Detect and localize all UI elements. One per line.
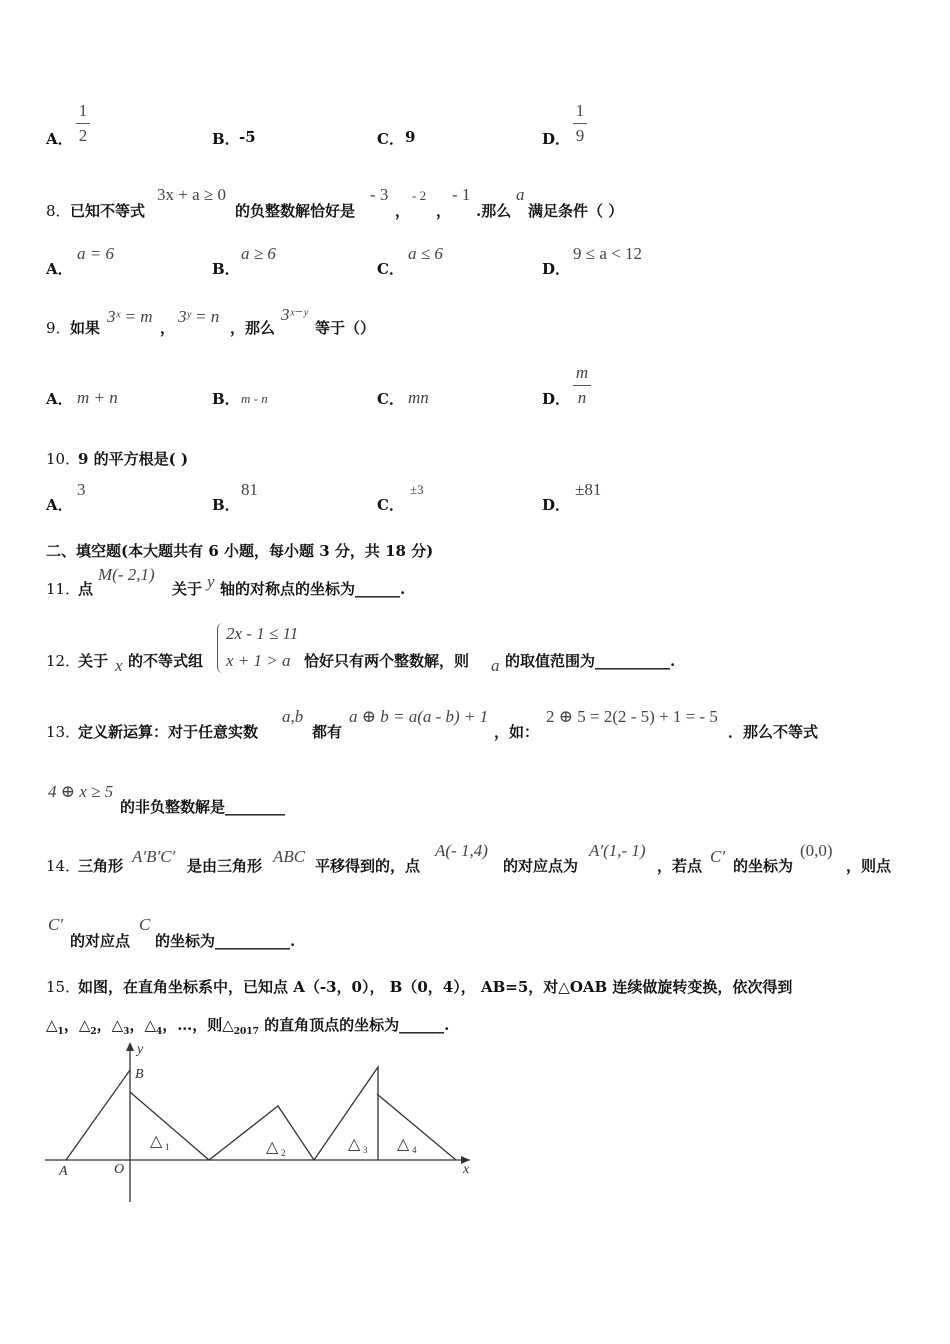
q10-option-d-label: D．: [542, 496, 571, 514]
q13-vars: a,b: [282, 707, 304, 726]
q10-number: 10．: [46, 450, 81, 468]
triangle-4-hypotenuse: [377, 1094, 456, 1160]
q11-text-3: 轴的对称点的坐标为______.: [220, 580, 406, 598]
q8-sep-2: ，: [436, 202, 452, 220]
q13-example: 2 ⊕ 5 = 2(2 - 5) + 1 = - 5: [546, 707, 718, 726]
q9-option-a-value: m + n: [77, 388, 118, 407]
q14-number: 14．: [46, 857, 81, 875]
triangle-3: [314, 1067, 378, 1160]
q9-option-b-label: B．: [212, 390, 240, 408]
q9-d-numerator: m: [575, 363, 589, 382]
q9-text-2: ，那么: [230, 319, 276, 337]
q7-a-numerator: 1: [78, 101, 88, 120]
q14-text-7: ，则点: [846, 857, 892, 875]
triangle-4-sub: 4: [412, 1145, 417, 1155]
q7-option-a-fraction: [76, 101, 90, 146]
q13-definition: a ⊕ b = a(a - b) + 1: [349, 707, 489, 726]
q15-seg-c: ，△: [96, 1016, 124, 1034]
q8-option-d-value: 9 ≤ a < 12: [573, 244, 642, 263]
q13-text-3: ，如：: [494, 723, 540, 741]
q11-point-m: M(- 2,1): [98, 565, 155, 584]
q10-option-a-label: A．: [46, 496, 73, 514]
q7-option-b-label: B．: [212, 130, 240, 148]
q15-seg-a: △: [46, 1016, 58, 1034]
triangle-3-label: △: [348, 1136, 361, 1153]
triangle-4-label: △: [397, 1136, 410, 1153]
triangle-2-label: △: [266, 1139, 279, 1156]
q15-sub-4: 4: [155, 1027, 163, 1037]
q15-seg-b: ，△: [63, 1016, 91, 1034]
q7-d-denominator: 9: [575, 126, 585, 145]
q14-point-c-prime: C′: [710, 847, 726, 866]
q8-sep-1: ，: [395, 202, 411, 220]
q8-text-1: 已知不等式: [70, 202, 146, 220]
q10-option-b-label: B．: [212, 496, 240, 514]
section-2-heading: 二、填空题(本大题共有 6 小题，每小题 3 分，共 18 分): [46, 542, 434, 560]
triangle-1-sub: 1: [165, 1142, 170, 1152]
q9-number: 9．: [46, 319, 71, 337]
q14-text-6: 的坐标为: [733, 857, 794, 875]
q8-text-2: 的负整数解恰好是: [235, 202, 356, 220]
q15-seg-d: ，△: [129, 1016, 156, 1034]
q8-inequality: 3x + a ≥ 0: [157, 185, 226, 204]
q13-text-2: 都有: [312, 723, 343, 741]
q7-option-a-label: A．: [46, 130, 73, 148]
q14-point-a: A(- 1,4): [435, 841, 488, 860]
q8-option-b-label: B．: [212, 260, 240, 278]
q8-option-c-label: C．: [377, 260, 404, 278]
q9-option-a-label: A．: [46, 390, 73, 408]
q9-option-d-label: D．: [542, 390, 571, 408]
q12-var-x: x: [115, 656, 123, 675]
axis-y-label: y: [137, 1042, 144, 1057]
q8-option-a-value: a = 6: [77, 244, 114, 263]
q12-brace: [217, 623, 224, 673]
q10-text: 9 的平方根是( ): [78, 450, 189, 468]
q7-a-denominator: 2: [78, 126, 88, 145]
q8-value-1: - 3: [370, 185, 389, 204]
q8-text-4: 满足条件（ ）: [528, 202, 624, 220]
q8-option-b-value: a ≥ 6: [241, 244, 276, 263]
point-b-label: B: [135, 1067, 144, 1082]
q14-text-2: 是由三角形: [187, 857, 263, 875]
point-o-label: O: [114, 1162, 125, 1177]
q8-option-a-label: A．: [46, 260, 73, 278]
q14-text-3: 平移得到的，点: [315, 857, 421, 875]
q10-option-c-label: C．: [377, 496, 404, 514]
q15-seg-e: ，…，则△: [162, 1016, 234, 1034]
q15-sub-5: 2017: [233, 1027, 259, 1037]
q12-text-3: 恰好只有两个整数解，则: [304, 652, 470, 670]
triangle-1-label: △: [150, 1133, 163, 1150]
q12-var-a: a: [491, 656, 500, 675]
y-axis-arrow: [126, 1042, 134, 1051]
q14-triangle-prime: A′B′C′: [132, 847, 176, 866]
triangle-oab-hypotenuse: [66, 1070, 130, 1160]
q10-option-c-value: ±3: [410, 482, 424, 497]
q15-sub-1: 1: [57, 1027, 64, 1037]
q12-number: 12．: [46, 652, 81, 670]
q9-option-d-fraction: [573, 363, 591, 408]
q7-option-b-value: -5: [239, 128, 256, 146]
q12-inequality-1: 2x - 1 ≤ 11: [226, 624, 299, 643]
q14-coordinate: (0,0): [800, 841, 833, 860]
q10-option-b-value: 81: [241, 480, 258, 499]
q13-inequality: 4 ⊕ x ≥ 5: [48, 782, 114, 801]
q12-inequality-2: x + 1 > a: [226, 651, 291, 670]
q10-option-a-value: 3: [77, 480, 86, 499]
q7-option-c-label: C．: [377, 130, 404, 148]
q13-number: 13．: [46, 723, 81, 741]
q7-option-c-value: 9: [405, 128, 416, 146]
q14-point-c-prime-2: C′: [48, 915, 64, 934]
q13-text-4: ．那么不等式: [728, 723, 819, 741]
q7-option-d-fraction: [573, 101, 587, 146]
q11-text-2: 关于: [172, 580, 203, 598]
q15-sub-3: 3: [123, 1027, 130, 1037]
q9-expr-2: 3ʸ = n: [178, 307, 220, 326]
q9-d-denominator: n: [577, 388, 587, 407]
q11-var-y: y: [207, 572, 215, 591]
q14-text-9: 的坐标为__________.: [155, 932, 296, 950]
q9-option-c-label: C．: [377, 390, 404, 408]
q9-option-b-value: m - n: [241, 391, 268, 406]
q8-var-a: a: [516, 185, 525, 204]
q14-text-8: 的对应点: [70, 932, 131, 950]
q8-value-3: - 1: [452, 185, 471, 204]
q14-text-4: 的对应点为: [503, 857, 579, 875]
q10-option-d-value: ±81: [575, 480, 602, 499]
q8-option-d-label: D．: [542, 260, 571, 278]
triangle-3-sub: 3: [363, 1145, 368, 1155]
q14-point-a-prime: A′(1,- 1): [589, 841, 646, 860]
triangle-2-sub: 2: [281, 1148, 286, 1158]
q12-text-2: 的不等式组: [128, 652, 204, 670]
q15-number: 15．: [46, 978, 81, 996]
q15-seg-f: 的直角顶点的坐标为______.: [258, 1016, 450, 1034]
q9-text-3: 等于（）: [315, 319, 376, 337]
q11-text-1: 点: [78, 580, 94, 598]
q12-text-1: 关于: [78, 652, 109, 670]
q9-option-c-value: mn: [408, 388, 429, 407]
q14-text-5: ，若点: [657, 857, 703, 875]
point-a-label: A: [59, 1164, 68, 1179]
q14-text-1: 三角形: [78, 857, 124, 875]
q8-option-c-value: a ≤ 6: [408, 244, 443, 263]
q8-number: 8．: [46, 202, 71, 220]
q11-number: 11．: [46, 580, 81, 598]
q12-text-4: 的取值范围为__________.: [505, 652, 676, 670]
q14-point-c: C: [139, 915, 151, 934]
q15-sub-2: 2: [90, 1027, 97, 1037]
q9-sep: ，: [160, 319, 176, 337]
q8-text-3: .那么: [476, 202, 512, 220]
q14-triangle: ABC: [273, 847, 306, 866]
q8-value-2: - 2: [412, 188, 427, 203]
q15-line-1: 如图，在直角坐标系中，已知点 A（-3，0）， B（0，4）， AB=5，对△OAB 连续做旋转变换，依次得到: [78, 978, 793, 996]
q13-text-1: 定义新运算：对于任意实数: [78, 723, 259, 741]
rotation-figure: [0, 1030, 500, 1210]
q7-d-numerator: 1: [575, 101, 585, 120]
q9-expr-3: 3ˣ⁻ʸ: [281, 305, 308, 324]
q9-text-1: 如果: [70, 319, 101, 337]
q13-text-5: 的非负整数解是________: [120, 798, 286, 816]
q7-option-d-label: D．: [542, 130, 571, 148]
q9-expr-1: 3ˣ = m: [107, 307, 153, 326]
axis-x-label: x: [463, 1162, 470, 1177]
